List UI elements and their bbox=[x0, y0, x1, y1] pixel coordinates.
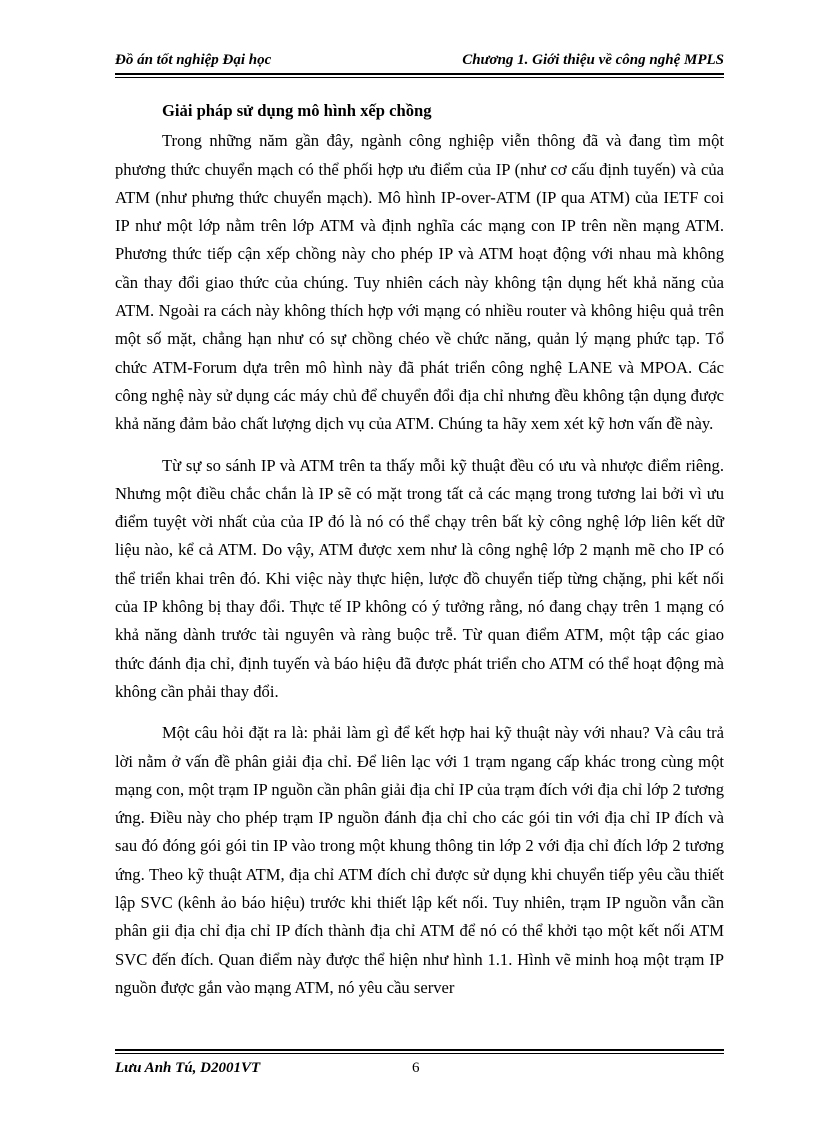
paragraph-overlay-model: Trong những năm gần đây, ngành công nghiệp viễn thông đã và đang tìm một phương thức chuyển mạch có thể phối hợp ưu điểm của IP (như cơ cấu định tuyến) và của ATM (như phưng thức chuyển mạch). Mô hình IP-over-ATM (IP qua ATM) của IETF coi IP như một lớp nằm trên lớp ATM và định nghĩa các mạng con IP trên nền mạng ATM. Phương thức tiếp cận xếp chồng này cho phép IP và ATM hoạt động với nhau mà không cần thay đổi giao thức của chúng. Tuy nhiên cách này không tận dụng hết khả năng của ATM. Ngoài ra cách này không thích hợp với mạng có nhiều router và không hiệu quả trên một số mặt, chẳng hạn như có sự chồng chéo về chức năng, quản lý mạng phức tạp. Tổ chức ATM-Forum dựa trên mô hình này đã phát triển công nghệ LANE và MPOA. Các công nghệ này sử dụng các máy chủ để chuyển đổi địa chỉ nhưng đều không tận dụng được khả năng đảm bảo chất lượng dịch vụ của ATM. Chúng ta hãy xem xét kỹ hơn vấn đề này. bbox=[115, 131, 724, 434]
footer-rule-thin bbox=[115, 1053, 724, 1054]
paragraph-ip-atm-comparison: Từ sự so sánh IP và ATM trên ta thấy mỗi kỹ thuật đều có ưu và nhược điểm riêng. Nhưng một điều chắc chắn là IP sẽ có mặt trong tất cả các mạng trong tương lai bởi vì ưu điểm tuyệt vời nhất của của IP đó là nó có thể chạy trên bất kỳ công nghệ lớp liên kết dữ liệu nào, kể cả ATM. Do vậy, ATM được xem như là công nghệ lớp 2 mạnh mẽ cho IP có thể triển khai trên đó. Khi việc này thực hiện, lược đồ chuyển tiếp từng chặng, phi kết nối của IP không bị thay đổi. Thực tế IP không có ý tưởng rằng, nó đang chạy trên 1 mạng có khả năng dành trước tài nguyên và ràng buộc trễ. Từ quan điểm ATM, một tập các giao thức đánh địa chỉ, định tuyến và báo hiệu đã được phát triển cho ATM có thể hoạt động mà không cần phải thay đổi. bbox=[115, 455, 724, 701]
page-body bbox=[115, 97, 724, 1015]
paragraph-address-resolution: Một câu hỏi đặt ra là: phải làm gì để kết hợp hai kỹ thuật này với nhau? Và câu trả lời nằm ở vấn đề phân giải địa chỉ. Để liên lạc với 1 trạm ngang cấp khác trong cùng một mạng con, một trạm IP nguồn cần phân giải địa chỉ IP của trạm đích với địa chỉ lớp 2 tương ứng. Điều này cho phép trạm IP nguồn đánh địa chỉ cho các gói tin với địa chỉ IP đích và sau đó đóng gói gói tin IP vào trong một khung thông tin lớp 2 với địa chỉ đích lớp 2 tương ứng. Theo kỹ thuật ATM, địa chỉ ATM đích chỉ được sử dụng khi chuyển tiếp yêu cầu thiết lập SVC (kênh ảo báo hiệu) trước khi thiết lập kết nối. Tuy nhiên, trạm IP nguồn vẫn cần phân gii địa chỉ địa chỉ IP đích thành địa chỉ ATM để nó có thể khởi tạo một kết nối ATM SVC đến đích. Quan điểm này được thể hiện như hình 1.1. Hình vẽ minh hoạ một trạm IP nguồn được gắn vào mạng ATM, nó yêu cầu server bbox=[115, 723, 724, 997]
page-number: 6 bbox=[412, 1060, 420, 1076]
footer-rule-thick bbox=[115, 1049, 724, 1051]
section-heading: Giải pháp sử dụng mô hình xếp chồng bbox=[162, 101, 432, 120]
header-rule-thin bbox=[115, 77, 724, 78]
header-rule-thick bbox=[115, 73, 724, 75]
page-header bbox=[115, 52, 724, 69]
footer-author: Lưu Anh Tú, D2001VT bbox=[115, 1060, 261, 1076]
header-document-title: Đồ án tốt nghiệp Đại học bbox=[115, 52, 272, 68]
header-chapter-title: Chương 1. Giới thiệu về công nghệ MPLS bbox=[462, 52, 724, 68]
